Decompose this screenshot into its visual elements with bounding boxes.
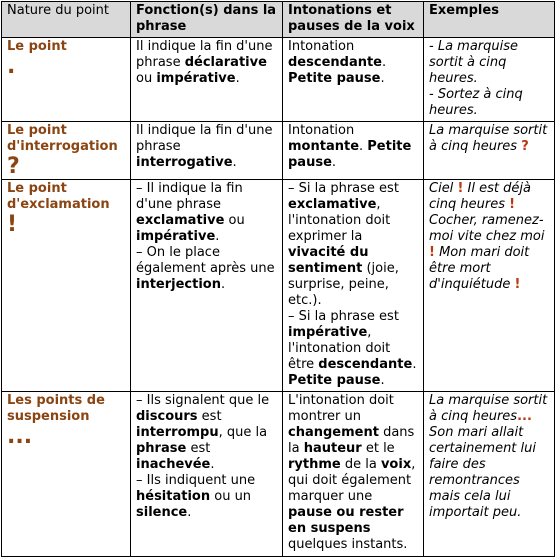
bold-term: exclamative (288, 197, 377, 212)
bold-term: hésitation (136, 489, 211, 504)
bold-term: Petite pause (288, 71, 381, 86)
bold-term: impérative (156, 71, 236, 86)
punctuation-name: Les points de suspension (7, 393, 105, 424)
bold-term: hauteur (303, 441, 362, 456)
example-text (429, 39, 549, 87)
nature-cell (2, 122, 131, 180)
fonction-cell (131, 180, 283, 392)
nature-cell (2, 392, 131, 557)
text-run: est (186, 441, 211, 456)
text-run: ou (224, 213, 245, 228)
text-run: . (221, 277, 226, 292)
text-run: , l'intonation doit exprimer la (288, 197, 391, 244)
text-run: . (215, 229, 220, 244)
text-run: ou un (210, 489, 252, 504)
text-run: . (187, 505, 192, 520)
bold-term: inachevée (136, 457, 211, 472)
bold-term: exclamative (136, 213, 225, 228)
bold-term: montante (288, 139, 360, 154)
text-run: . (380, 373, 385, 388)
bold-term: interrogative (136, 155, 233, 170)
example-text (429, 181, 549, 293)
text-run: . (359, 139, 368, 154)
table-row (2, 38, 555, 122)
text-run: Il indique la fin d'une phrase (136, 39, 273, 70)
bold-term: Petite pause (288, 139, 412, 170)
nature-cell (2, 38, 131, 122)
text-run: Intonation (288, 123, 355, 138)
bold-term: impérative (136, 229, 216, 244)
text-run: Cocher, ramenez-moi vite chez moi (429, 213, 545, 244)
text-run: quelques instants. (288, 537, 408, 552)
punctuation-mark: ? (521, 139, 529, 154)
text-run: . (380, 71, 385, 86)
punctuation-symbol: ? (7, 154, 20, 179)
example-text (429, 87, 549, 119)
header-nature: Nature du point (2, 2, 131, 38)
text-run: – Ils indiquent une (136, 473, 256, 488)
bold-term: Petite pause (288, 373, 381, 388)
bold-term: discours (136, 409, 198, 424)
exemples-cell (424, 392, 555, 557)
text-run: est (197, 409, 222, 424)
example-text (429, 123, 549, 155)
text-run: – Si la phrase est (288, 309, 399, 324)
fonction-cell (131, 38, 283, 122)
punctuation-symbol: ... (7, 424, 33, 449)
exemples-cell (424, 180, 555, 392)
example-text (429, 393, 549, 521)
text-run: Ciel (429, 181, 458, 196)
text-run: – On le place également après une (136, 245, 275, 276)
text-run: La marquise sortit à cinq heures (429, 393, 548, 424)
bold-term: descendante (318, 357, 413, 372)
header-row (2, 2, 555, 38)
bold-term: silence (136, 505, 188, 520)
text-run: Mon mari doit être mort d'inquiétude (429, 245, 530, 292)
intonation-cell (283, 392, 424, 557)
bold-term: phrase (136, 441, 187, 456)
bold-term: descendante (288, 55, 383, 70)
bold-term: impérative (288, 325, 368, 340)
text-run: . (210, 457, 215, 472)
text-run: de la (340, 457, 381, 472)
text-run: , qui doit également marquer une (288, 457, 416, 504)
text-run: Intonation (288, 39, 355, 54)
text-run: L'intonation doit montrer un (288, 393, 394, 424)
punctuation-mark: ... (517, 409, 532, 424)
bold-term: changement (288, 425, 379, 440)
header-fonction (131, 2, 283, 38)
text-run: . (331, 155, 337, 170)
header-exemples-label: Exemples (429, 3, 499, 18)
bold-term: rythme (288, 457, 341, 472)
bold-term: voix (380, 457, 412, 472)
punctuation-mark: ! (509, 197, 516, 212)
bold-term: pause ou rester en suspens (288, 505, 404, 536)
punctuation-symbol: ! (7, 212, 18, 237)
punctuation-mark: ! (429, 245, 435, 260)
table-row (2, 392, 555, 557)
intonation-cell (283, 122, 424, 180)
text-run: Son mari allait certainement lui faire des remontrances mais cela lui importait peu. (429, 425, 536, 520)
bold-term: vivacité du sentiment (288, 245, 369, 276)
text-run: (joie, surprise, peine, etc.). (288, 261, 399, 308)
bold-term: interrompu (136, 425, 219, 440)
text-run: . (235, 71, 240, 86)
text-run: . (382, 55, 387, 70)
table-row (2, 180, 555, 392)
text-run: – Si la phrase est (288, 181, 399, 196)
exemples-cell (424, 122, 555, 180)
text-run: - Sortez à cinq heures. (429, 87, 523, 118)
text-run: . (412, 357, 417, 372)
header-intonation-label: Intonations et pauses de la voix (288, 3, 415, 34)
exemples-cell (424, 38, 555, 122)
text-run: – Ils signalent que le (136, 393, 270, 408)
header-exemples (424, 2, 555, 38)
text-run: – Il indique la fin d'une phrase (136, 181, 243, 212)
punctuation-name: Le point d'interrogation (7, 123, 118, 154)
punctuation-mark: ! (514, 277, 521, 292)
bold-term: déclarative (184, 55, 267, 70)
text-run: ou (136, 71, 157, 86)
intonation-cell (283, 180, 424, 392)
text-run: et le (361, 441, 395, 456)
text-run: Il est déjà cinq heures (429, 181, 531, 212)
fonction-cell (131, 122, 283, 180)
fonction-cell (131, 392, 283, 557)
punctuation-mark: ! (457, 181, 464, 196)
text-run: . (232, 155, 237, 170)
text-run: Il indique la fin d'une phrase (136, 123, 273, 154)
text-run: La marquise sortit à cinq heures (429, 123, 548, 154)
punctuation-table (1, 1, 555, 557)
nature-cell (2, 180, 131, 392)
header-fonction-label: Fonction(s) dans la phrase (136, 3, 277, 34)
text-run: , l'intonation doit être (288, 325, 391, 372)
header-intonation (283, 2, 424, 38)
bold-term: interjection (136, 277, 221, 292)
text-run: dans la (288, 425, 415, 456)
table-row (2, 122, 555, 180)
punctuation-symbol: . (7, 54, 16, 79)
intonation-cell (283, 38, 424, 122)
punctuation-name: Le point d'exclamation (7, 181, 110, 212)
text-run: , que la (218, 425, 268, 440)
text-run: - La marquise sortit à cinq heures. (429, 39, 519, 86)
punctuation-name: Le point (7, 39, 67, 54)
